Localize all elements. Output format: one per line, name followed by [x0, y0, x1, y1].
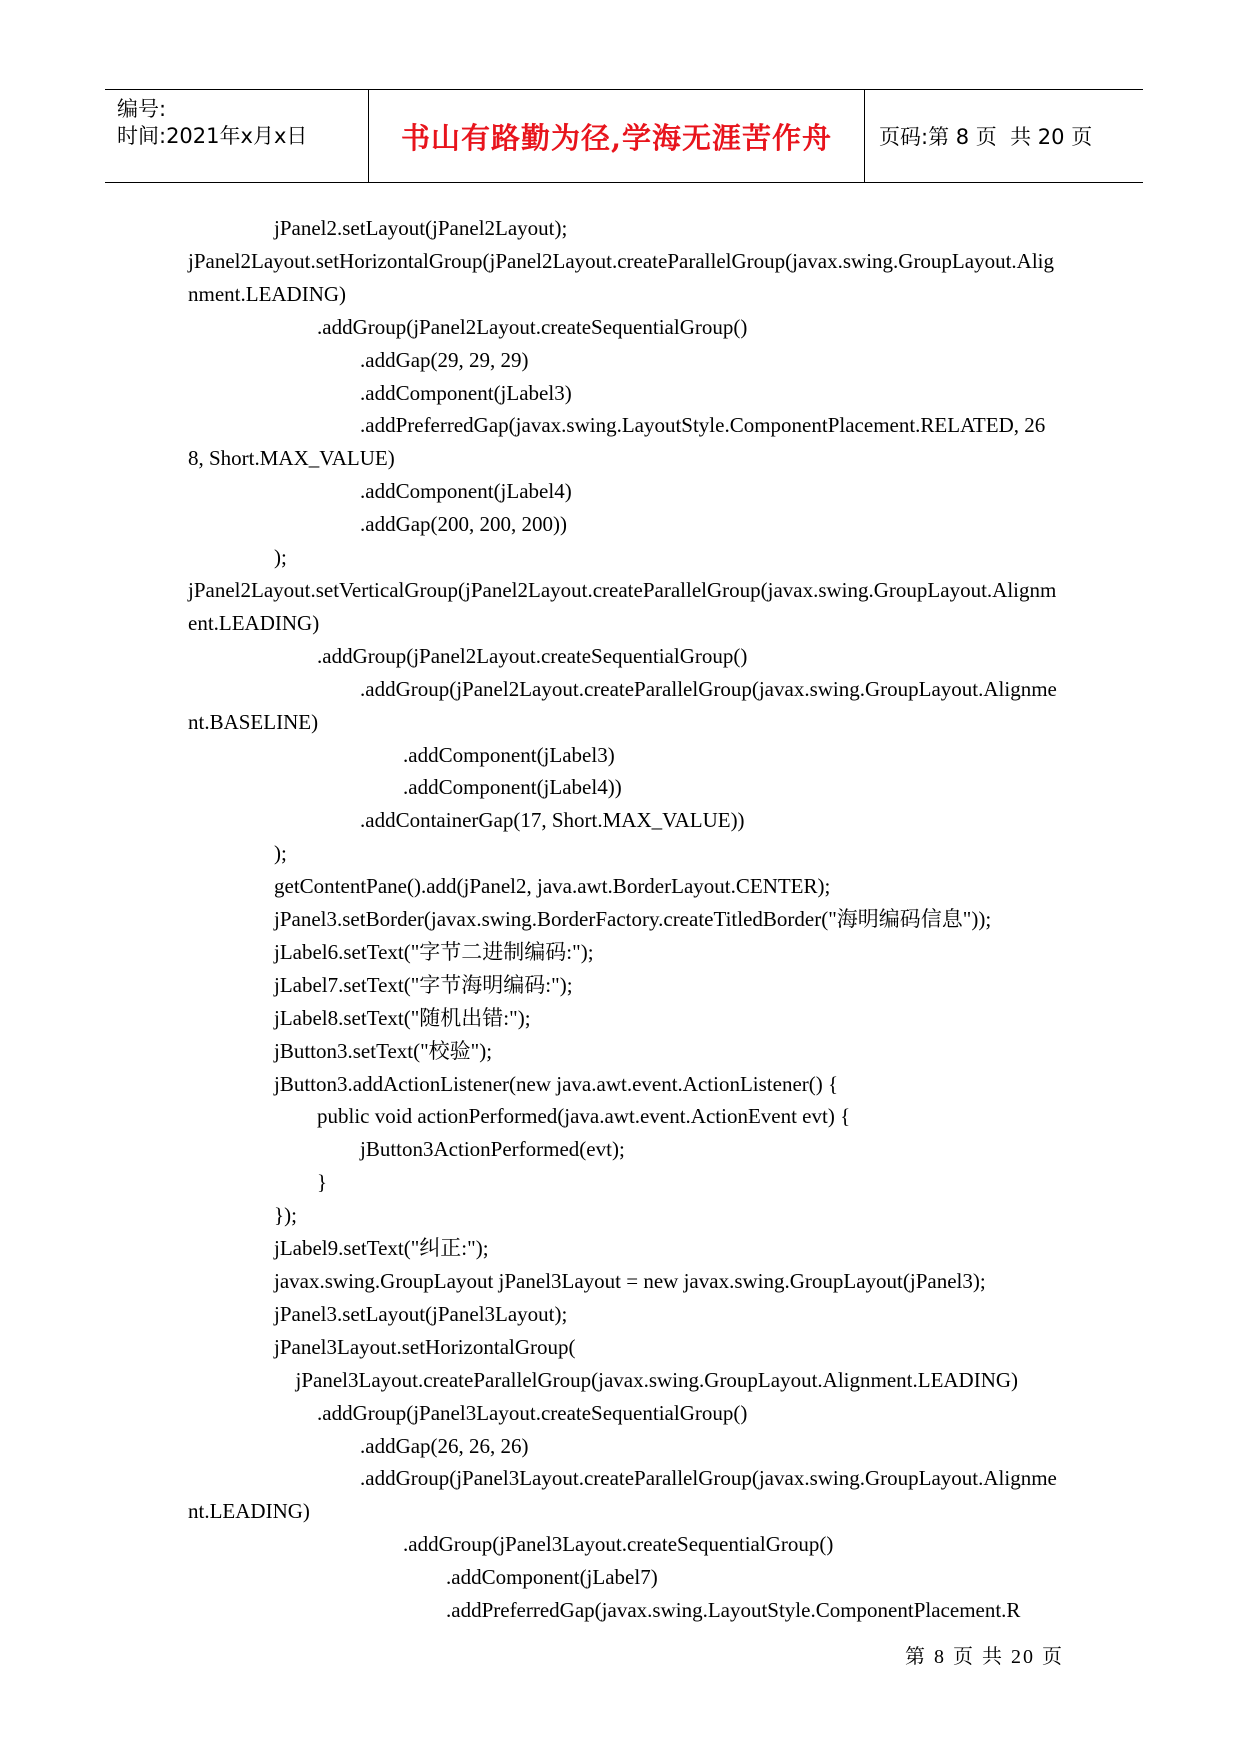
code-line: .addGroup(jPanel2Layout.createSequentialGroup() [317, 643, 748, 668]
code-line: jPanel2Layout.setHorizontalGroup(jPanel2Layout.createParallelGroup(javax.swing.GroupLayout.Alignment.LEADING) [188, 248, 1055, 306]
code-line: .addComponent(jLabel4) [360, 479, 572, 504]
code-line: jPanel3Layout.createParallelGroup(javax.swing.GroupLayout.Alignment.LEADING) [295, 1367, 1019, 1392]
code-line: jButton3.setText("校验"); [274, 1038, 493, 1063]
code-line: jLabel6.setText("字节二进制编码:"); [274, 939, 594, 964]
code-line: jPanel2.setLayout(jPanel2Layout); [274, 216, 568, 240]
code-line: .addGap(200, 200, 200)) [360, 512, 568, 537]
code-line: .addComponent(jLabel7) [446, 1565, 658, 1590]
code-line: .addGroup(jPanel3Layout.createParallelGroup(javax.swing.GroupLayout.Alignment.LEADING) [188, 1466, 1057, 1524]
code-line: jPanel3.setBorder(javax.swing.BorderFactory.createTitledBorder("海明编码信息")); [274, 907, 992, 932]
code-line: .addPreferredGap(javax.swing.LayoutStyle.ComponentPlacement.R [446, 1598, 1021, 1623]
header-motto: 书山有路勤为径,学海无涯苦作舟 [369, 90, 865, 182]
code-line: jButton3ActionPerformed(evt); [360, 1137, 625, 1162]
code-line: } [317, 1170, 328, 1195]
code-line: ); [274, 545, 287, 570]
page-footer: 第 8 页 共 20 页 [905, 1646, 1064, 1668]
code-line: javax.swing.GroupLayout jPanel3Layout = new javax.swing.GroupLayout(jPanel3); [274, 1269, 986, 1293]
code-line: .addComponent(jLabel4)) [403, 775, 622, 800]
serial-number-label: 编号: [117, 97, 167, 121]
code-line: public void actionPerformed(java.awt.event.ActionEvent evt) { [317, 1104, 851, 1129]
code-line: .addGap(29, 29, 29) [360, 347, 529, 372]
code-line: .addComponent(jLabel3) [403, 742, 615, 767]
code-line: jLabel7.setText("字节海明编码:"); [274, 972, 573, 997]
code-line: jButton3.addActionListener(new java.awt.event.ActionListener() { [274, 1071, 839, 1096]
code-line: .addGroup(jPanel3Layout.createSequentialGroup() [403, 1532, 834, 1557]
time-label: 时间:2021年x月x日 [117, 124, 308, 148]
code-line: getContentPane().add(jPanel2, java.awt.BorderLayout.CENTER); [274, 874, 831, 899]
page-header [105, 89, 1143, 183]
code-line: .addGroup(jPanel3Layout.createSequentialGroup() [317, 1400, 748, 1425]
code-line: jPanel2Layout.setVerticalGroup(jPanel2Layout.createParallelGroup(javax.swing.GroupLayout.Alignment.LEADING) [188, 577, 1057, 635]
code-line: jPanel3.setLayout(jPanel3Layout); [274, 1301, 568, 1326]
code-line: jPanel3Layout.setHorizontalGroup( [274, 1334, 576, 1359]
code-line: .addGroup(jPanel2Layout.createParallelGroup(javax.swing.GroupLayout.Alignment.BASELINE) [188, 676, 1057, 734]
header-page-label: 页码:第 8 页 共 20 页 [879, 125, 1093, 149]
code-listing [188, 212, 1058, 1627]
code-line: jLabel9.setText("纠正:"); [274, 1236, 489, 1261]
code-line: }); [274, 1203, 297, 1228]
code-line: .addContainerGap(17, Short.MAX_VALUE)) [360, 808, 745, 833]
code-line: .addComponent(jLabel3) [360, 380, 572, 405]
code-line: .addPreferredGap(javax.swing.LayoutStyle.ComponentPlacement.RELATED, 268, Short.MAX_VALUE) [188, 413, 1046, 471]
code-line: .addGap(26, 26, 26) [360, 1433, 529, 1458]
code-line: ); [274, 841, 287, 866]
header-meta-cell [105, 90, 369, 182]
code-line: .addGroup(jPanel2Layout.createSequentialGroup() [317, 314, 748, 339]
code-line: jLabel8.setText("随机出错:"); [274, 1005, 531, 1030]
